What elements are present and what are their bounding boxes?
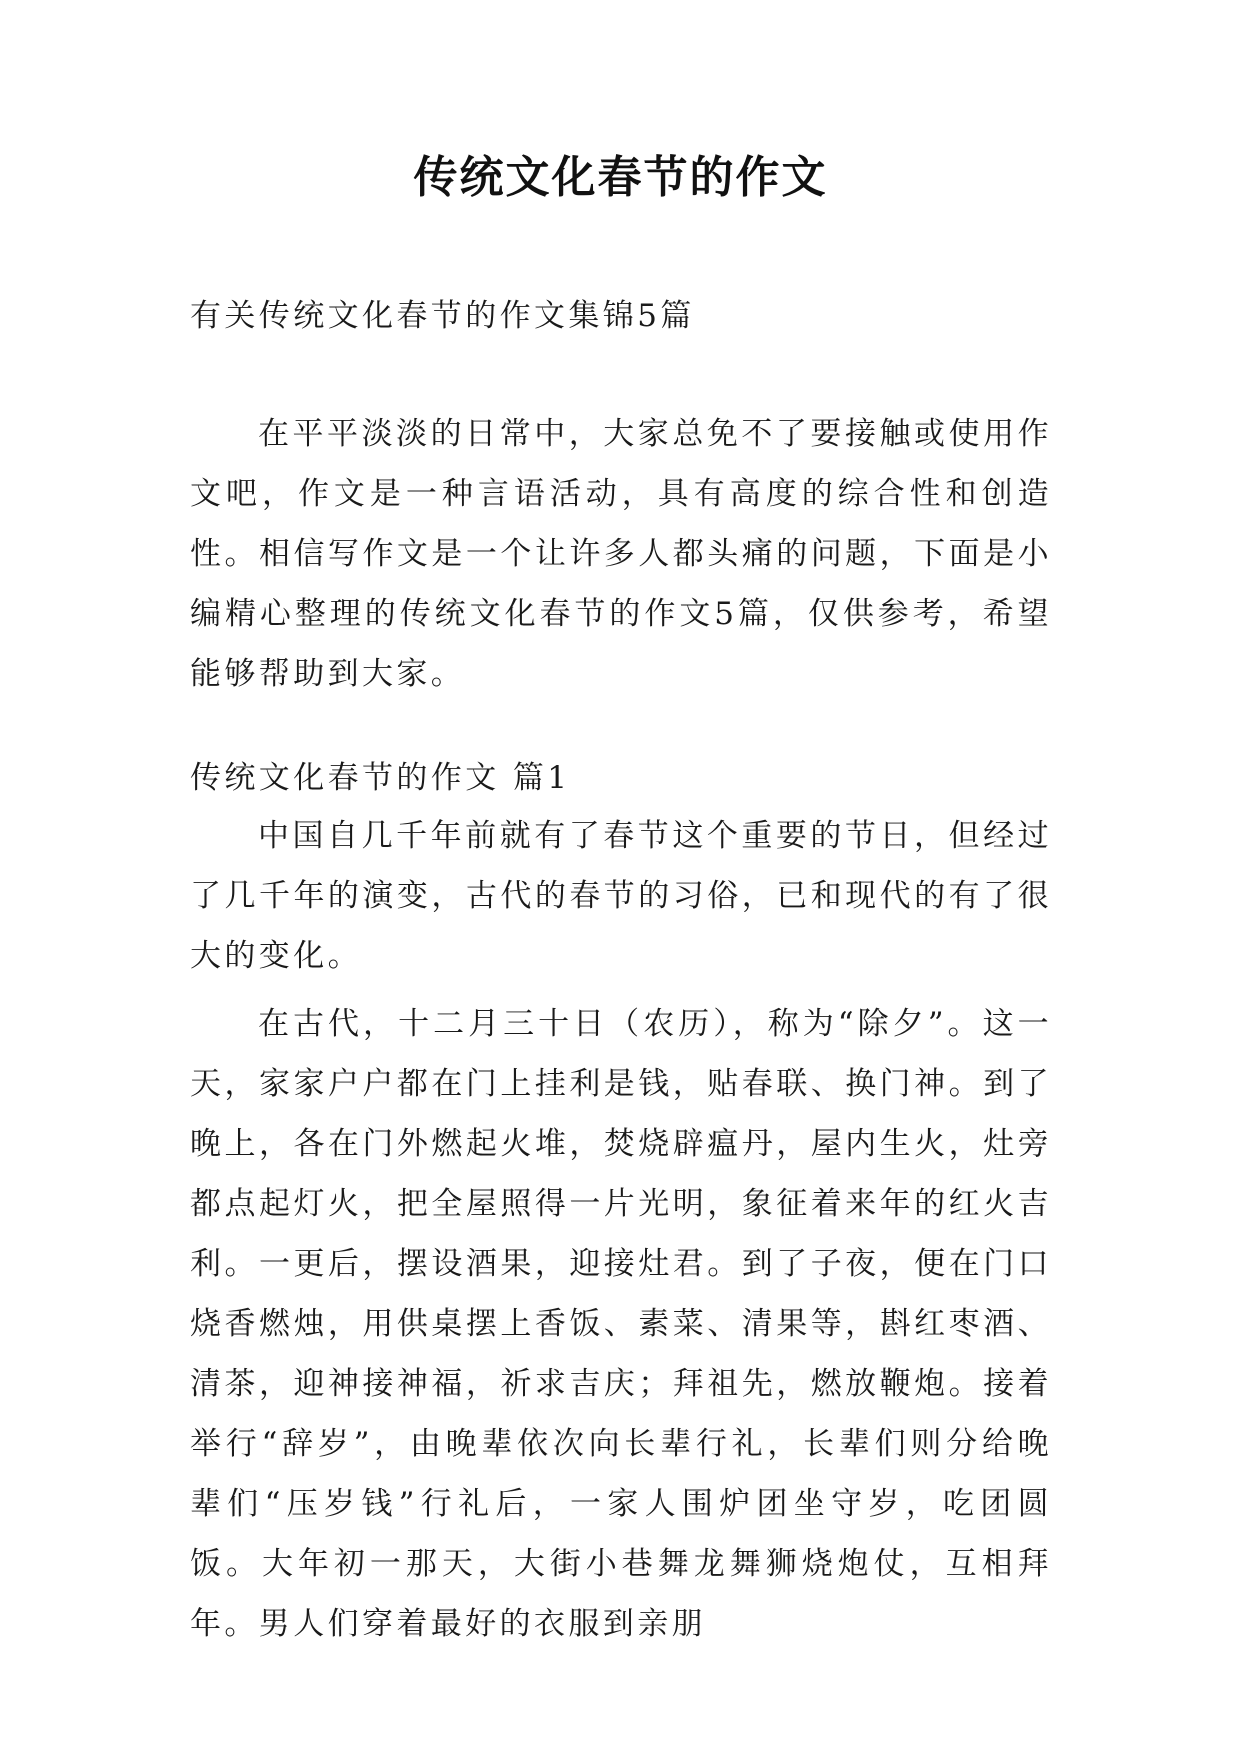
intro-paragraph: 在平平淡淡的日常中，大家总免不了要接触或使用作文吧，作文是一种言语活动，具有高度的综合性和创造性。相信写作文是一个让许多人都头痛的问题，下面是小编精心整理的传统文化春节的作文5篇，仅供参考，希望能够帮助到大家。	[190, 416, 1052, 692]
section-paragraph: 在古代，十二月三十日（农历），称为“除夕”。这一天，家家户户都在门上挂利是钱，贴春联、换门神。到了晚上，各在门外燃起火堆，焚烧辟瘟丹，屋内生火，灶旁都点起灯火，把全屋照得一片光明，象征着来年的红火吉利。一更后，摆设酒果，迎接灶君。到了子夜，便在门口烧香燃烛，用供桌摆上香饭、素菜、清果等，斟红枣酒、清茶，迎神接神福，祈求吉庆；拜祖先，燃放鞭炮。接着举行“辞岁”，由晚辈依次向长辈行礼，长辈们则分给晚辈们“压岁钱”行礼后，一家人围炉团坐守岁，吃团圆饭。大年初一那天，大街小巷舞龙舞狮烧炮仗，互相拜年。男人们穿着最好的衣服到亲朋	[190, 1006, 1052, 1642]
document-subtitle: 有关传统文化春节的作文集锦5篇	[190, 298, 695, 334]
section-heading: 传统文化春节的作文 篇1	[190, 760, 571, 796]
intro-block	[190, 404, 1052, 704]
section-body	[190, 806, 1052, 1662]
document-title: 传统文化春节的作文	[413, 152, 828, 203]
section-paragraph: 中国自几千年前就有了春节这个重要的节日，但经过了几千年的演变，古代的春节的习俗，已和现代的有了很大的变化。	[190, 818, 1052, 974]
